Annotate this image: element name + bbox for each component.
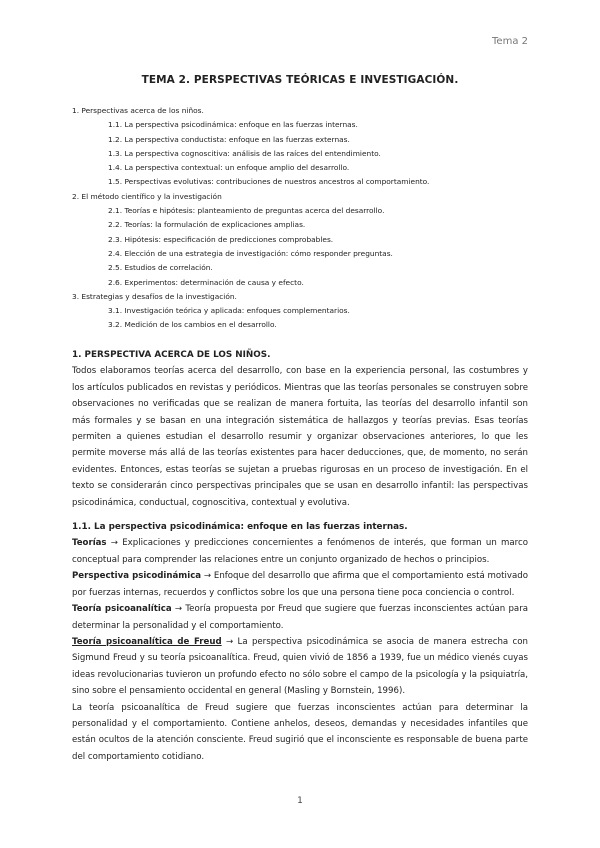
definition-text: La perspectiva psicodinámica se asocia de manera estrecha con Sigmund Freud y su teoría psicoanalítica. Freud, quien vivió de 1856 a 1939, fue un médico vienés cuyas ideas revolucionarias tuvieron un profundo efecto no sólo sobre el campo de la psicología y la psiquiatría, sino sobre el pensamiento occidental en general (Masling y Bornstein, 1996).	[72, 636, 528, 697]
toc-item: 3.2. Medición de los cambios en el desarrollo.	[108, 320, 277, 330]
definition-teorias	[72, 535, 528, 568]
definition-term: Teoría psicoanalítica de Freud	[72, 636, 222, 647]
toc-item: 1.3. La perspectiva cognoscitiva: análisis de las raíces del entendimiento.	[108, 148, 381, 158]
document-title: TEMA 2. PERSPECTIVAS TEÓRICAS E INVESTIGACIÓN.	[141, 74, 459, 86]
definition-perspectiva-psicodinamica	[72, 568, 528, 601]
header-topic-label: Tema 2	[492, 36, 528, 47]
table-of-contents	[72, 104, 532, 333]
definition-text: Teoría propuesta por Freud que sugiere que fuerzas inconscientes actúan para determinar la personalidad y el comportamiento.	[72, 604, 529, 631]
definition-teoria-psicoanalitica	[72, 601, 528, 634]
arrow-glyph: →	[171, 604, 186, 615]
toc-item: 3. Estrategias y desafíos de la investigación.	[72, 291, 237, 301]
definition-term: Teorías	[72, 538, 107, 549]
section-heading: 1. PERSPECTIVA ACERCA DE LOS NIÑOS.	[72, 350, 271, 360]
section-paragraph: La teoría psicoanalítica de Freud sugiere que fuerzas inconscientes actúan para determinar la personalidad y el comportamiento. Contiene anhelos, deseos, demandas y necesidades infantiles que están ocultos de la atención consciente. Freud sugirió que el inconsciente es responsable de buena parte del comportamiento cotidiano.	[72, 702, 528, 762]
document-body	[72, 347, 528, 765]
toc-item: 2.5. Estudios de correlación.	[108, 263, 213, 273]
page-number: 1	[297, 796, 303, 806]
toc-item: 1. Perspectivas acerca de los niños.	[72, 106, 204, 115]
definition-freud	[72, 634, 528, 700]
toc-item: 2.4. Elección de una estrategia de investigación: cómo responder preguntas.	[108, 248, 393, 258]
arrow-glyph: →	[221, 636, 238, 647]
toc-item: 1.5. Perspectivas evolutivas: contribuciones de nuestros ancestros al comportamiento.	[108, 177, 430, 187]
toc-item: 1.1. La perspectiva psicodinámica: enfoque en las fuerzas internas.	[108, 120, 358, 130]
definition-text: Enfoque del desarrollo que afirma que el comportamiento está motivado por fuerzas internas, recuerdos y conflictos sobre los que una persona tiene poca conciencia o control.	[72, 571, 528, 598]
definition-text: Explicaciones y predicciones concernientes a fenómenos de interés, que forman un marco conceptual para comprender las relaciones entre un conjunto organizado de hechos o principios.	[72, 538, 528, 565]
section-paragraph: Todos elaboramos teorías acerca del desarrollo, con base en la experiencia personal, las costumbres y los artículos publicados en revistas y periódicos. Mientras que las teorías personales se construyen sobre observaciones no verificadas que se realizan de manera fortuita, las teorías del desarrollo infantil son más formales y se basan en una integración sistemática de hallazgos y teorías previas. Esas teorías permiten a quienes estudian el desarrollo resumir y organizar observaciones anteriores, lo que les permite moverse más allá de las teorías existentes para hacer deducciones, que, de momento, no serán evidentes. Entonces, estas teorías se sujetan a pruebas rigurosas en un proceso de investigación. En el texto se considerarán cinco perspectivas principales que se usan en desarrollo infantil: las perspectivas psicodinámica, conductual, cognoscitiva, contextual y evolutiva.	[72, 366, 528, 508]
toc-item: 2.6. Experimentos: determinación de causa y efecto.	[108, 277, 304, 287]
toc-item: 3.1. Investigación teórica y aplicada: enfoques complementarios.	[108, 306, 350, 316]
definition-term: Perspectiva psicodinámica	[72, 571, 202, 582]
toc-item: 2. El método científico y la investigación	[72, 191, 222, 201]
definition-term: Teoría psicoanalítica	[72, 604, 172, 615]
toc-item: 2.3. Hipótesis: especificación de predicciones comprobables.	[108, 234, 334, 244]
toc-item: 1.4. La perspectiva contextual: un enfoque amplio del desarrollo.	[108, 163, 350, 173]
arrow-glyph: →	[201, 571, 214, 582]
toc-item: 1.2. La perspectiva conductista: enfoque en las fuerzas externas.	[108, 134, 350, 144]
toc-item: 2.2. Teorías: la formulación de explicaciones amplias.	[108, 220, 306, 230]
toc-item: 2.1. Teorías e hipótesis: planteamiento de preguntas acerca del desarrollo.	[108, 206, 385, 216]
arrow-glyph: →	[106, 538, 123, 549]
subsection-heading: 1.1. La perspectiva psicodinámica: enfoque en las fuerzas internas.	[72, 522, 408, 533]
